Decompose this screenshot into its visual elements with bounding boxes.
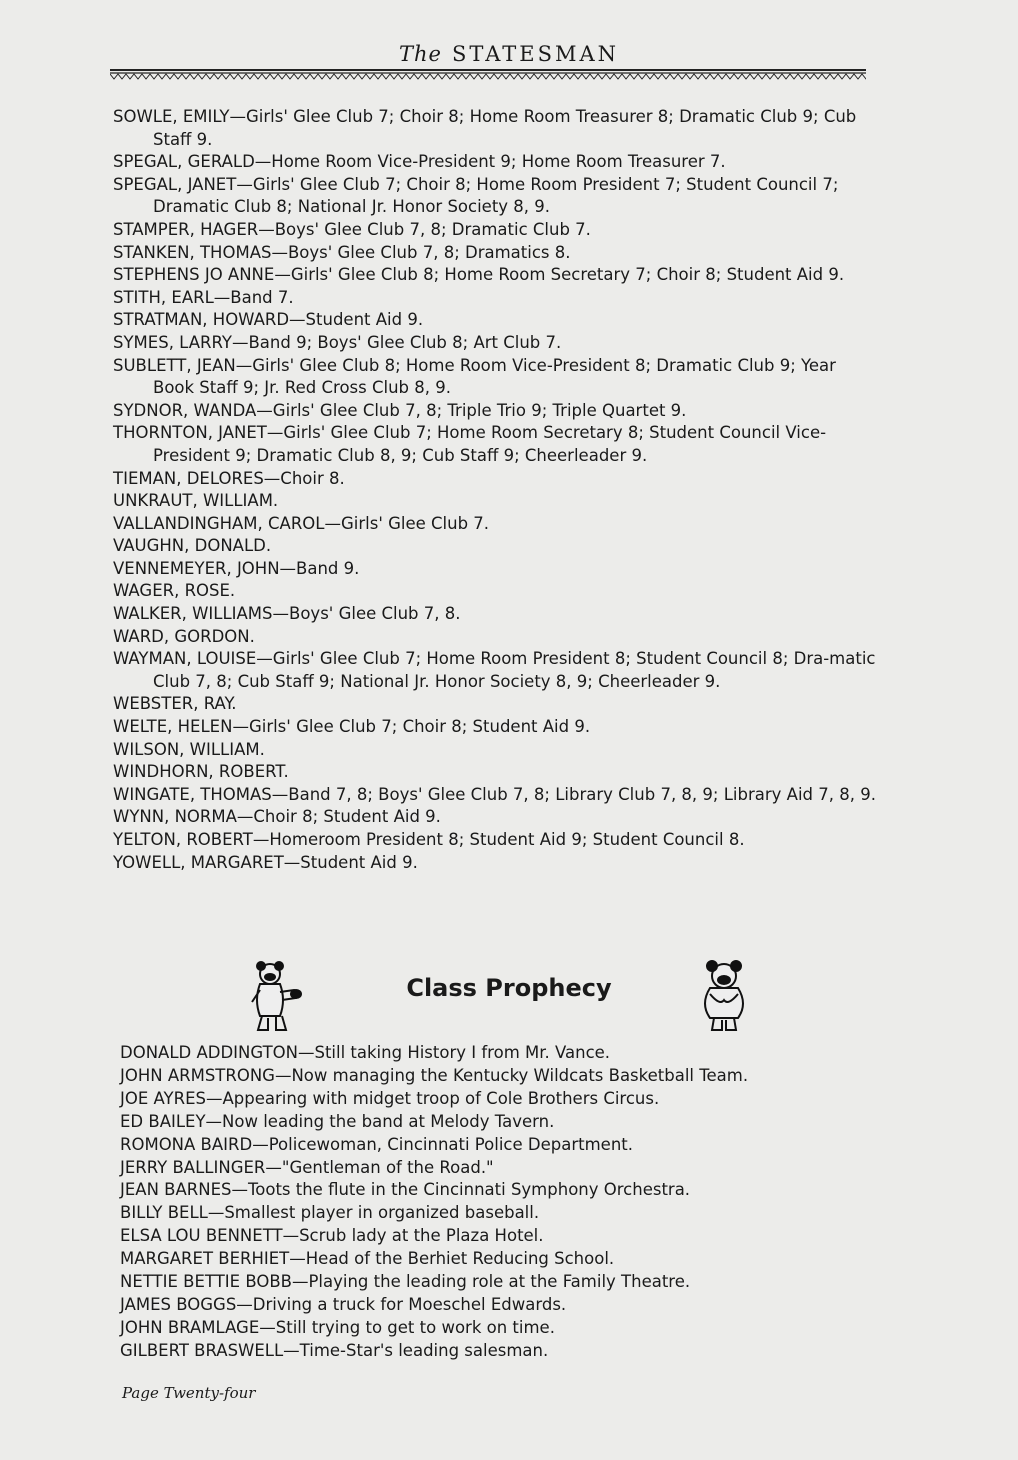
prophecy-entry: ELSA LOU BENNETT—Scrub lady at the Plaza Hotel.	[120, 1226, 544, 1246]
prophecy-entry: BILLY BELL—Smallest player in organized baseball.	[120, 1203, 540, 1223]
roster-entry: WAYMAN, LOUISE—Girls' Glee Club 7; Home Room President 8; Student Council 8; Dra-matic Club 7, 8; Cub Staff 9; National Jr. Honor Society 8, 9; Cheerleader 9.	[113, 649, 876, 691]
roster-entry: WAGER, ROSE.	[113, 581, 236, 601]
roster-entry: UNKRAUT, WILLIAM.	[113, 491, 279, 511]
roster-entry: WINDHORN, ROBERT.	[113, 762, 289, 782]
roster-entry: WARD, GORDON.	[113, 626, 255, 646]
roster-entry: THORNTON, JANET—Girls' Glee Club 7; Home Room Secretary 8; Student Council Vice-President 9; Dramatic Club 8, 9; Cub Staff 9; Cheerleader 9.	[113, 423, 827, 465]
header-the: The	[399, 42, 442, 66]
publication-title: STATESMAN	[451, 42, 619, 66]
prophecy-entry: JEAN BARNES—Toots the flute in the Cincinnati Symphony Orchestra.	[120, 1180, 691, 1200]
roster-entry: STANKEN, THOMAS—Boys' Glee Club 7, 8; Dramatics 8.	[113, 242, 571, 262]
prophecy-entry: JERRY BALLINGER—"Gentleman of the Road."	[120, 1157, 494, 1177]
roster-entry: SOWLE, EMILY—Girls' Glee Club 7; Choir 8; Home Room Treasurer 8; Dramatic Club 9; Cub Staff 9.	[113, 107, 857, 149]
roster-entry: STAMPER, HAGER—Boys' Glee Club 7, 8; Dramatic Club 7.	[113, 219, 591, 239]
roster-entry: VAUGHN, DONALD.	[113, 536, 272, 556]
prophecy-entry: MARGARET BERHIET—Head of the Berhiet Reducing School.	[120, 1249, 615, 1269]
roster-entry: WALKER, WILLIAMS—Boys' Glee Club 7, 8.	[113, 604, 461, 624]
class-prophecy-list	[120, 1042, 860, 1363]
bear-mascot-icon	[698, 960, 750, 1032]
page-header	[0, 42, 1018, 66]
roster-entry: VALLANDINGHAM, CAROL—Girls' Glee Club 7.	[113, 513, 490, 533]
page-number: Page Twenty-four	[122, 1384, 256, 1402]
roster-entry: STITH, EARL—Band 7.	[113, 287, 294, 307]
roster-entry: SPEGAL, GERALD—Home Room Vice-President 9; Home Room Treasurer 7.	[113, 152, 726, 172]
prophecy-entry: GILBERT BRASWELL—Time-Star's leading salesman.	[120, 1340, 549, 1360]
roster-entry: SYDNOR, WANDA—Girls' Glee Club 7, 8; Triple Trio 9; Triple Quartet 9.	[113, 400, 687, 420]
roster-entry: WILSON, WILLIAM.	[113, 739, 265, 759]
roster-entry: STEPHENS JO ANNE—Girls' Glee Club 8; Home Room Secretary 7; Choir 8; Student Aid 9.	[113, 265, 845, 285]
roster-entry: SUBLETT, JEAN—Girls' Glee Club 8; Home Room Vice-President 8; Dramatic Club 9; Year Book Staff 9; Jr. Red Cross Club 8, 9.	[113, 355, 836, 398]
roster-entry: WEBSTER, RAY.	[113, 694, 237, 714]
prophecy-entry: ED BAILEY—Now leading the band at Melody Tavern.	[120, 1111, 555, 1131]
roster-entry: VENNEMEYER, JOHN—Band 9.	[113, 558, 360, 578]
prophecy-entry: JOHN ARMSTRONG—Now managing the Kentucky Wildcats Basketball Team.	[120, 1065, 749, 1085]
roster-entry: YELTON, ROBERT—Homeroom President 8; Student Aid 9; Student Council 8.	[113, 830, 745, 849]
roster-entry: YOWELL, MARGARET—Student Aid 9.	[113, 852, 418, 872]
roster-entry: SPEGAL, JANET—Girls' Glee Club 7; Choir 8; Home Room President 7; Student Council 7; Dramatic Club 8; National Jr. Honor Society 8, 9.	[113, 174, 839, 217]
roster-entry: WELTE, HELEN—Girls' Glee Club 7; Choir 8; Student Aid 9.	[113, 717, 591, 737]
roster-entry: STRATMAN, HOWARD—Student Aid 9.	[113, 310, 424, 330]
roster-entry: SYMES, LARRY—Band 9; Boys' Glee Club 8; Art Club 7.	[113, 332, 562, 352]
roster-entry: WYNN, NORMA—Choir 8; Student Aid 9.	[113, 807, 441, 827]
section-heading: Class Prophecy	[406, 974, 612, 1002]
decorative-rule	[110, 68, 866, 80]
prophecy-entry: JAMES BOGGS—Driving a truck for Moeschel Edwards.	[120, 1294, 567, 1314]
student-roster	[113, 106, 878, 874]
prophecy-entry: DONALD ADDINGTON—Still taking History I from Mr. Vance.	[120, 1043, 611, 1062]
roster-entry: WINGATE, THOMAS—Band 7, 8; Boys' Glee Club 7, 8; Library Club 7, 8, 9; Library Aid 7, 8, 9.	[113, 784, 876, 804]
prophecy-entry: NETTIE BETTIE BOBB—Playing the leading role at the Family Theatre.	[120, 1272, 691, 1292]
prophecy-entry: ROMONA BAIRD—Policewoman, Cincinnati Police Department.	[120, 1134, 633, 1154]
prophecy-entry: JOE AYRES—Appearing with midget troop of Cole Brothers Circus.	[120, 1088, 660, 1108]
prophecy-entry: JOHN BRAMLAGE—Still trying to get to work on time.	[120, 1317, 555, 1337]
roster-entry: TIEMAN, DELORES—Choir 8.	[113, 468, 345, 488]
